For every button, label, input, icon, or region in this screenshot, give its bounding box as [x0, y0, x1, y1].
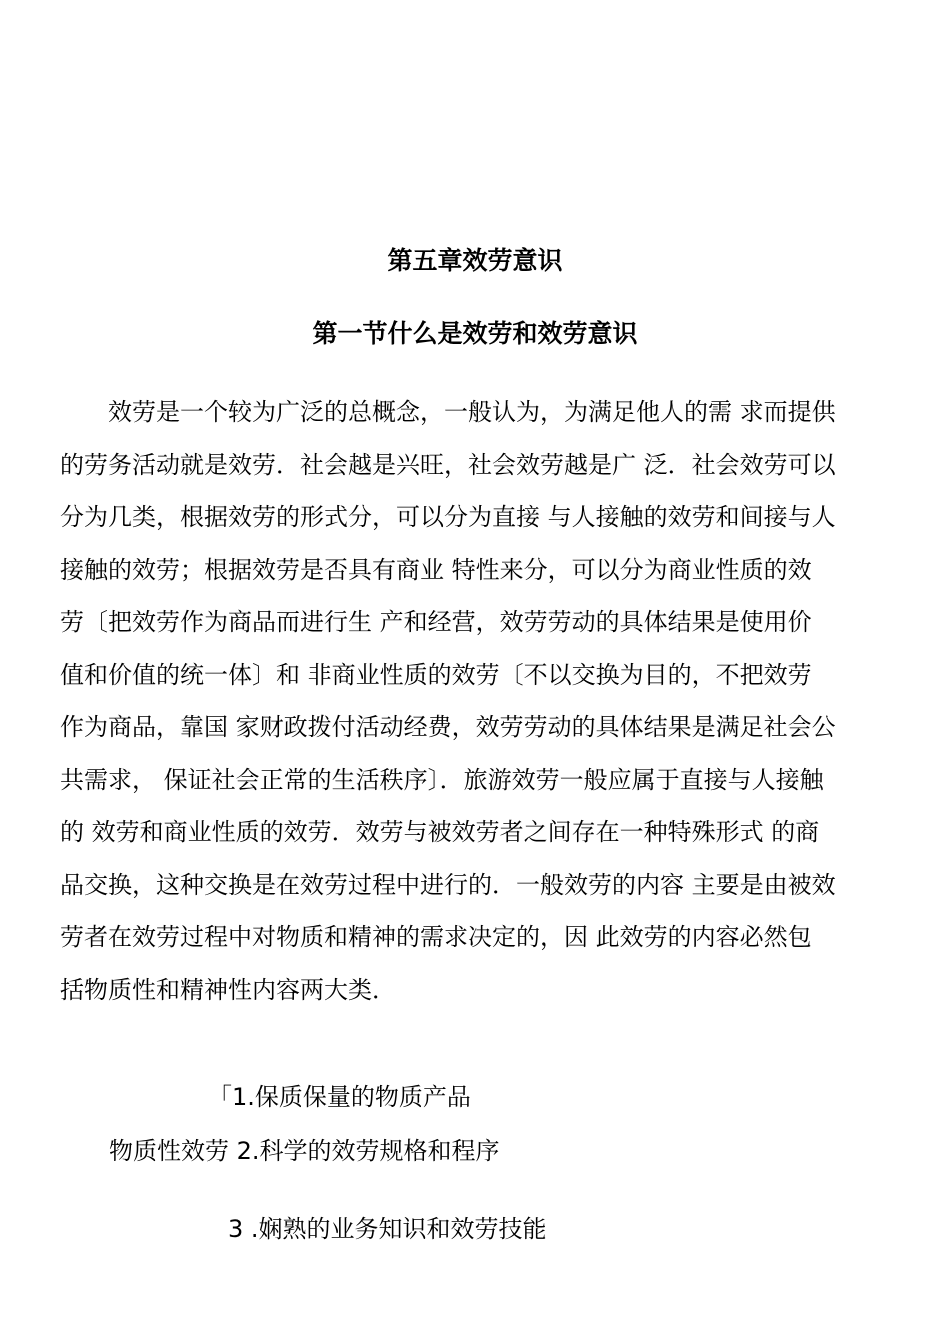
- paragraph-line: 效劳是一个较为广泛的总概念，一般认为，为满足他人的需 求而提供: [60, 398, 836, 426]
- paragraph-line: 括物质性和精神性内容两大类．: [60, 975, 396, 1004]
- paragraph-line: 值和价值的统一体〕和 非商业性质的效劳〔不以交换为目的，不把效劳: [60, 660, 812, 689]
- paragraph-line: 的劳务活动就是效劳．社会越是兴旺，社会效劳越是广 泛．社会效劳可以: [60, 450, 836, 479]
- paragraph-line: 分为几类，根据效劳的形式分，可以分为直接 与人接触的效劳和间接与人: [60, 503, 836, 531]
- paragraph-line: 共需求， 保证社会正常的生活秩序〕．旅游效劳一般应属于直接与人接触: [60, 765, 824, 794]
- list-item-3: 3 .娴熟的业务知识和效劳技能: [228, 1215, 547, 1243]
- paragraph-line: 的 效劳和商业性质的效劳．效劳与被效劳者之间存在一种特殊形式 的商: [60, 818, 820, 846]
- chapter-title: 第五章效劳意识: [387, 246, 563, 275]
- list-item-1: 「1.保质保量的物质产品: [208, 1083, 471, 1111]
- body-paragraph: [60, 386, 890, 1016]
- paragraph-line: 品交换，这种交换是在效劳过程中进行的．一般效劳的内容 主要是由被效: [60, 870, 836, 899]
- list-item-2: 物质性效劳 2.科学的效劳规格和程序: [109, 1137, 500, 1165]
- section-title: 第一节什么是效劳和效劳意识: [312, 319, 638, 348]
- paragraph-line: 作为商品，靠国 家财政拨付活动经费，效劳劳动的具体结果是满足社会公: [60, 713, 836, 741]
- paragraph-line: 劳者在效劳过程中对物质和精神的需求决定的，因 此效劳的内容必然包: [60, 923, 812, 951]
- paragraph-line: 接触的效劳；根据效劳是否具有商业 特性来分，可以分为商业性质的效: [60, 555, 812, 584]
- paragraph-line: 劳〔把效劳作为商品而进行生 产和经营，效劳劳动的具体结果是使用价: [60, 608, 812, 636]
